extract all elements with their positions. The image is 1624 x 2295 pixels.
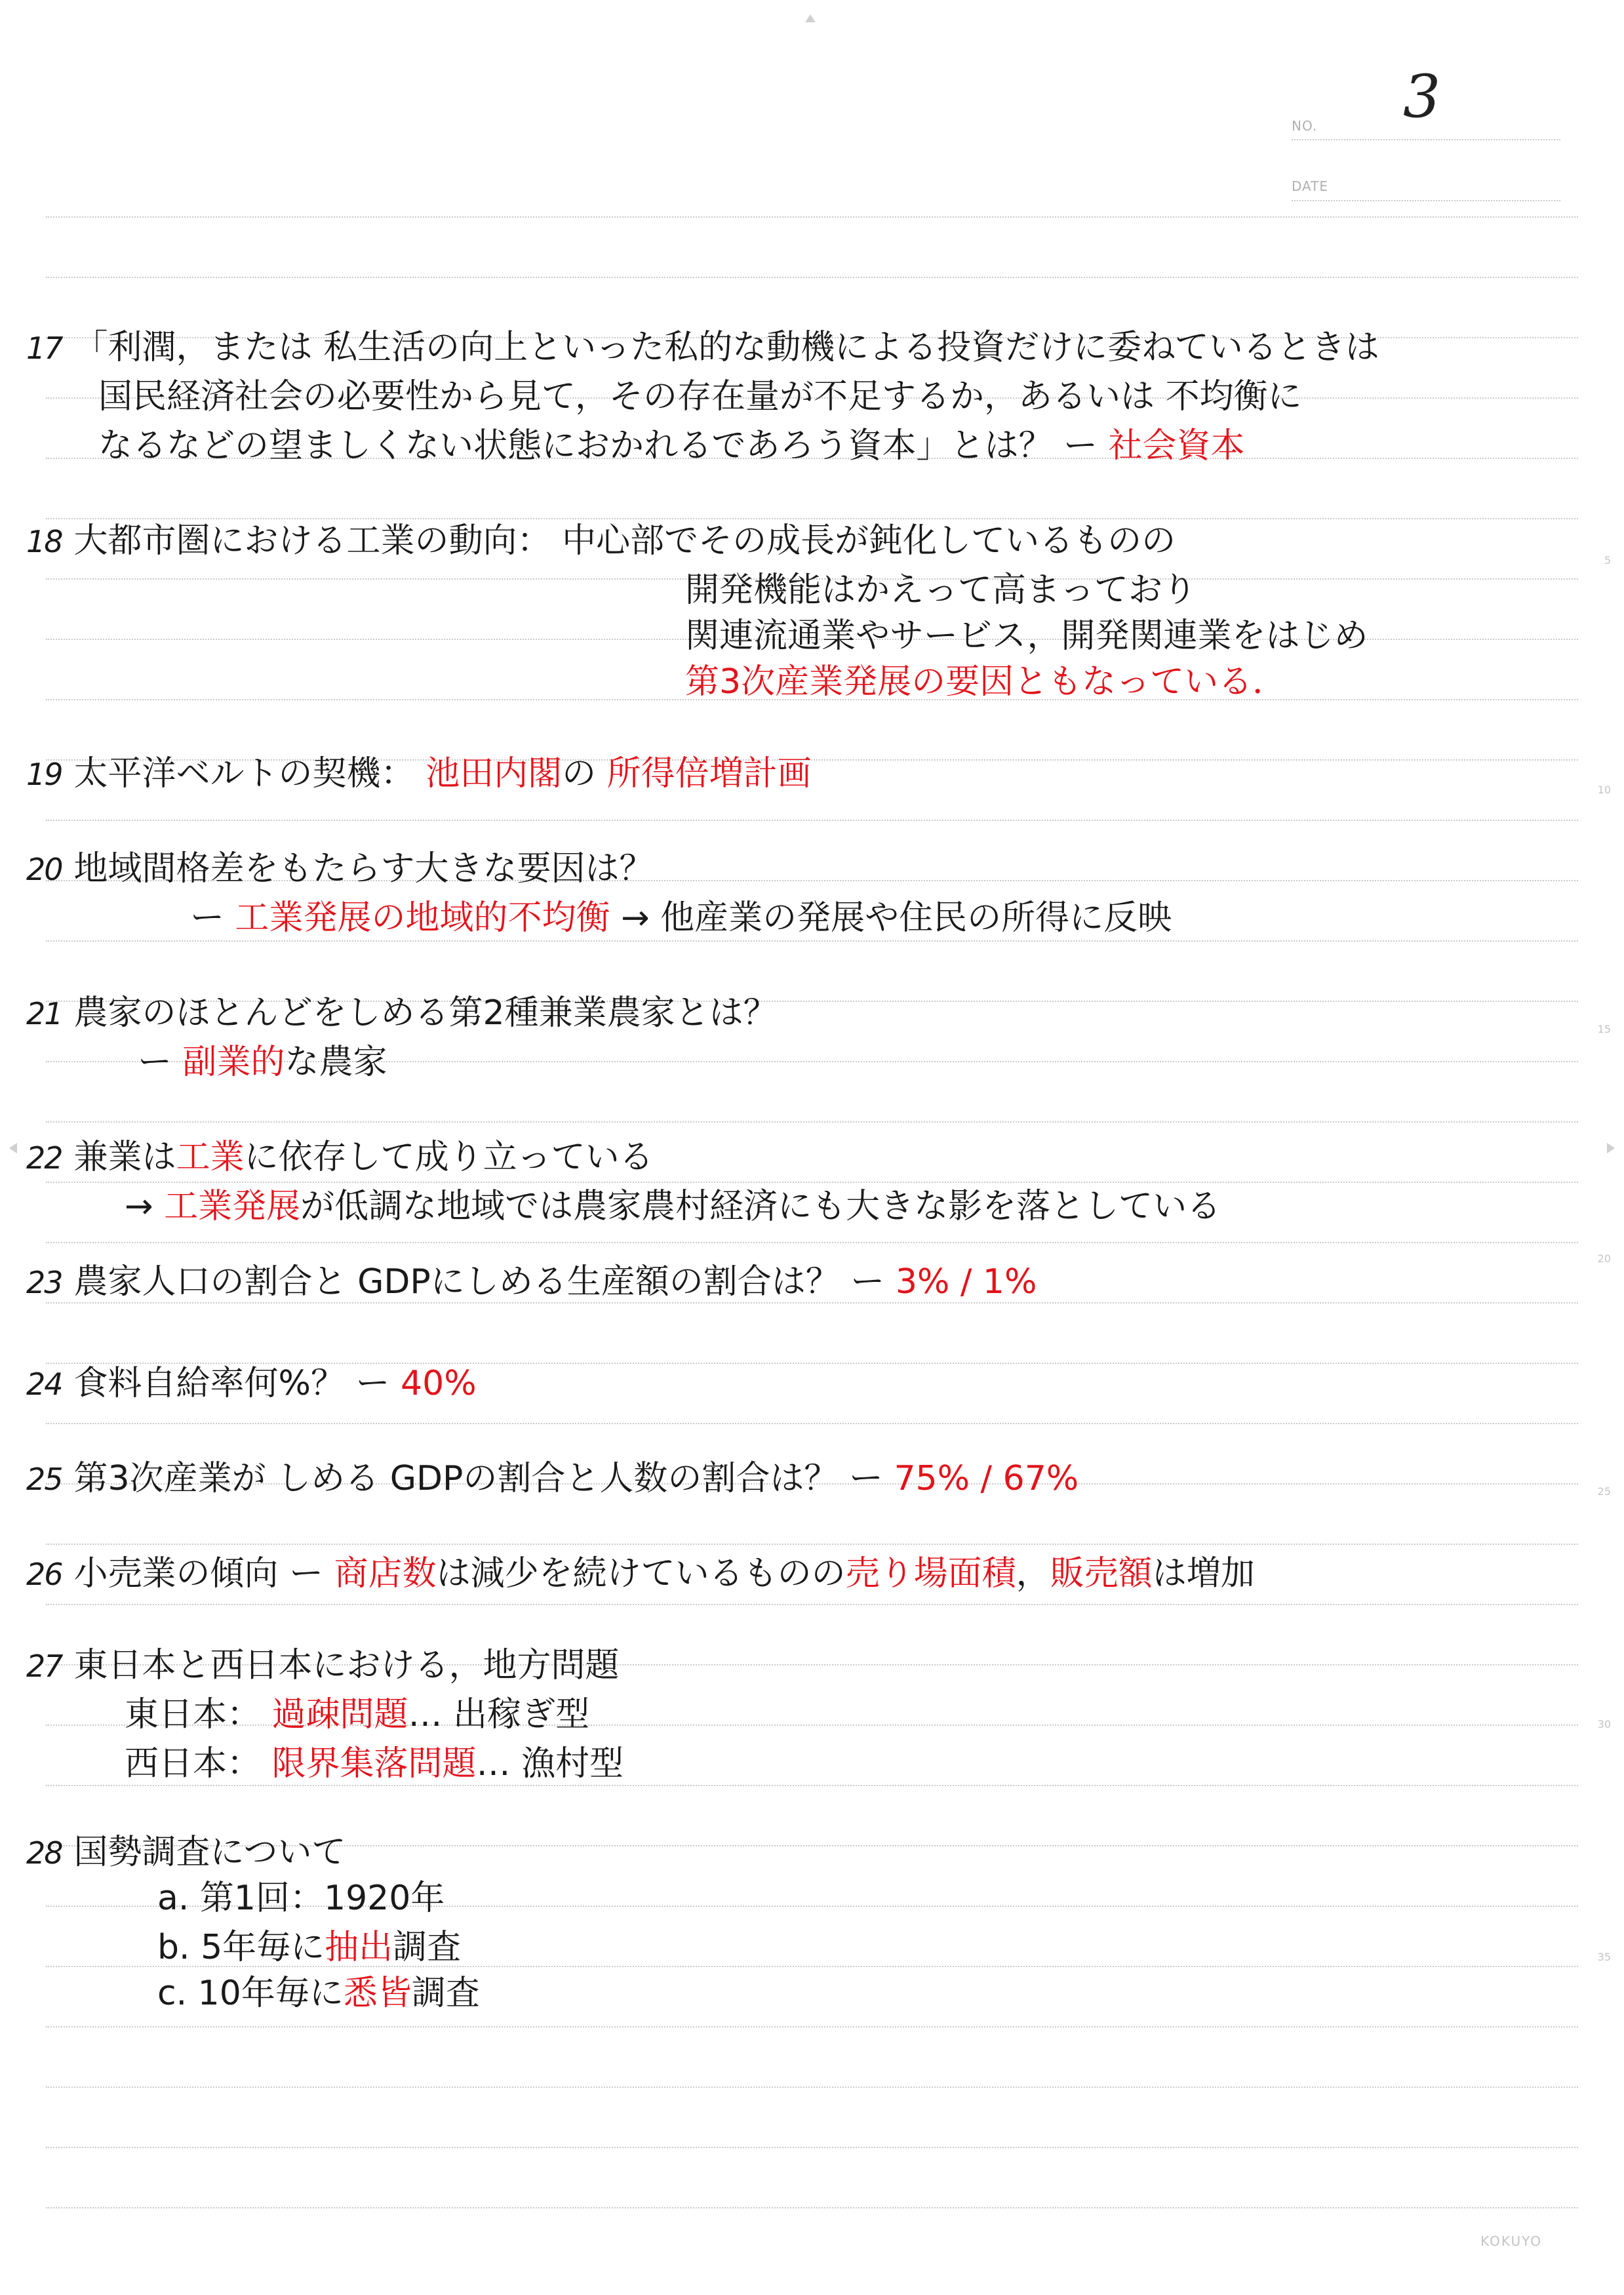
item-number: 24: [26, 1367, 62, 1402]
question-text: ー: [190, 898, 235, 938]
note-item-first-line: [26, 1829, 346, 1876]
question-text: 小売業の傾向 ー: [73, 1554, 334, 1593]
date-label: DATE: [1292, 178, 1329, 194]
note-item-first-line: [26, 751, 812, 797]
note-item-line: [685, 567, 1197, 613]
page-number: 3: [1403, 62, 1441, 131]
question-text: b. 5年毎に: [157, 1928, 325, 1967]
ruled-line: [46, 2086, 1578, 2088]
question-text: 国勢調査について: [73, 1833, 346, 1872]
question-text: 東日本：: [125, 1695, 272, 1734]
margin-number: 30: [1597, 1718, 1611, 1730]
item-number: 23: [26, 1265, 62, 1300]
note-item-line: [157, 1925, 461, 1970]
question-text: 関連流通業やサービス，開発関連業をはじめ: [685, 616, 1368, 656]
note-item-first-line: [26, 1643, 620, 1689]
note-item-line: [125, 1184, 1221, 1229]
margin-number: 15: [1597, 1023, 1611, 1035]
question-text: に依存して成り立っている: [244, 1138, 654, 1177]
margin-number: 5: [1604, 554, 1611, 567]
margin-number: 35: [1597, 1951, 1611, 1963]
note-item-line: [157, 1875, 445, 1921]
note-item-line: [98, 374, 1302, 420]
question-text: →: [125, 1187, 165, 1226]
note-item-line: [190, 895, 1172, 941]
question-text: 食料自給率何%？ ー: [73, 1364, 401, 1403]
ruled-line: [46, 2026, 1578, 2027]
item-number: 20: [26, 852, 62, 887]
answer-text: 限界集落問題: [271, 1744, 477, 1784]
question-text: 太平洋ベルトの契機：: [73, 754, 426, 793]
answer-text: 所得倍増計画: [606, 754, 812, 793]
question-text: … 漁村型: [476, 1744, 624, 1784]
question-text: 第3次産業が しめる GDPの割合と人数の割合は？ ー: [73, 1459, 894, 1498]
note-item-line: [685, 659, 1286, 705]
question-text: は増加: [1152, 1554, 1255, 1593]
question-text: 農家人口の割合と GDPにしめる生産額の割合は？ ー: [73, 1262, 896, 1302]
question-text: 東日本と西日本における，地方問題: [73, 1646, 620, 1685]
question-text: は減少を続けているものの: [436, 1554, 846, 1593]
question-text: 農家のほとんどをしめる第2種兼業農家とは？: [73, 993, 778, 1033]
ruled-line: [46, 1544, 1578, 1545]
margin-number: 20: [1597, 1252, 1611, 1265]
margin-number: 10: [1597, 784, 1611, 796]
date-field-line: [1292, 200, 1560, 201]
brand-logo: KOKUYO: [1480, 2233, 1542, 2249]
item-number: 18: [26, 524, 62, 559]
note-item-line: [125, 1741, 624, 1787]
ruled-line: [46, 1242, 1578, 1243]
answer-text: 40%: [401, 1364, 477, 1403]
question-text: 調査: [411, 1974, 480, 2013]
note-item-first-line: [26, 990, 778, 1037]
question-text: a. 第1回：1920年: [157, 1879, 445, 1918]
ruled-line: [46, 1423, 1578, 1424]
answer-text: 過疎問題: [271, 1695, 408, 1734]
answer-text: 75% / 67%: [894, 1459, 1079, 1498]
question-text: 大都市圏における工業の動向： 中心部でその成長が鈍化しているものの: [73, 521, 1176, 561]
answer-text: 副業的: [182, 1043, 285, 1082]
answer-text: 販売額: [1050, 1554, 1153, 1593]
question-text: 開発機能はかえって高まっており: [685, 570, 1197, 610]
note-item-line: [125, 1692, 589, 1738]
note-item-first-line: [26, 1259, 1037, 1306]
note-item-line: [138, 1039, 387, 1085]
item-number: 28: [26, 1835, 62, 1871]
question-text: … 出稼ぎ型: [408, 1695, 590, 1734]
answer-text: 第3次産業発展の要因ともなっている．: [685, 662, 1287, 702]
note-item-line: [685, 613, 1368, 659]
question-text: なるなどの望ましくない状態におかれるであろう資本」とは？ ー: [98, 426, 1109, 466]
question-text: な農家: [285, 1043, 387, 1082]
answer-text: 悉皆: [343, 1974, 412, 2013]
question-text: 西日本：: [125, 1744, 272, 1784]
question-text: → 他産業の発展や住民の所得に反映: [610, 898, 1172, 938]
item-number: 25: [26, 1462, 62, 1497]
left-edge-marker: [9, 1143, 17, 1153]
item-number: 27: [26, 1648, 62, 1684]
answer-text: 工業発展: [164, 1187, 301, 1226]
note-item-first-line: [26, 846, 654, 892]
margin-number: 25: [1597, 1485, 1611, 1498]
note-item-line: [157, 1970, 480, 2016]
answer-text: 3% / 1%: [895, 1262, 1037, 1302]
note-item-line: [98, 423, 1245, 469]
right-edge-marker: [1607, 1143, 1615, 1153]
item-number: 21: [26, 996, 62, 1031]
note-item-first-line: [26, 1134, 654, 1181]
item-number: 19: [26, 757, 62, 792]
question-text: の: [562, 754, 607, 793]
answer-text: 工業: [176, 1138, 245, 1177]
note-item-first-line: [26, 1361, 477, 1407]
ruled-line: [46, 1121, 1578, 1123]
note-item-first-line: [26, 1456, 1079, 1502]
answer-text: 売り場面積: [845, 1554, 1016, 1593]
note-item-first-line: [26, 1551, 1255, 1597]
note-item-first-line: [26, 325, 1379, 371]
answer-text: 商店数: [334, 1554, 437, 1593]
ruled-line: [46, 277, 1578, 278]
question-text: 「利潤，または 私生活の向上といった私的な動機による投資だけに委ねているときは: [73, 328, 1379, 367]
ruled-line: [46, 1182, 1578, 1183]
answer-text: 池田内閣: [426, 754, 563, 793]
ruled-line: [46, 2207, 1578, 2208]
ruled-line: [46, 820, 1578, 821]
item-number: 17: [26, 330, 62, 366]
note-item-first-line: [26, 518, 1176, 565]
question-text: 調査: [393, 1928, 462, 1967]
question-text: 国民経済社会の必要性から見て，その存在量が不足するか，あるいは 不均衡に: [98, 377, 1302, 416]
answer-text: 工業発展の地域的不均衡: [235, 898, 610, 938]
answer-text: 抽出: [325, 1928, 393, 1967]
no-field-line: [1292, 139, 1560, 140]
ruled-line: [46, 2147, 1578, 2148]
question-text: 地域間格差をもたらす大きな要因は？: [73, 849, 654, 888]
question-text: が低調な地域では農家農村経済にも大きな影を落としている: [300, 1187, 1221, 1226]
top-center-marker: [805, 14, 816, 22]
item-number: 22: [26, 1140, 62, 1176]
item-number: 26: [26, 1557, 62, 1592]
ruled-line: [46, 1604, 1578, 1605]
ruled-line: [46, 216, 1578, 218]
no-label: NO.: [1292, 118, 1318, 134]
question-text: ー: [138, 1043, 183, 1082]
answer-text: 社会資本: [1108, 426, 1245, 466]
question-text: ，: [1016, 1554, 1050, 1593]
question-text: 兼業は: [73, 1138, 176, 1177]
question-text: c. 10年毎に: [157, 1974, 344, 2013]
